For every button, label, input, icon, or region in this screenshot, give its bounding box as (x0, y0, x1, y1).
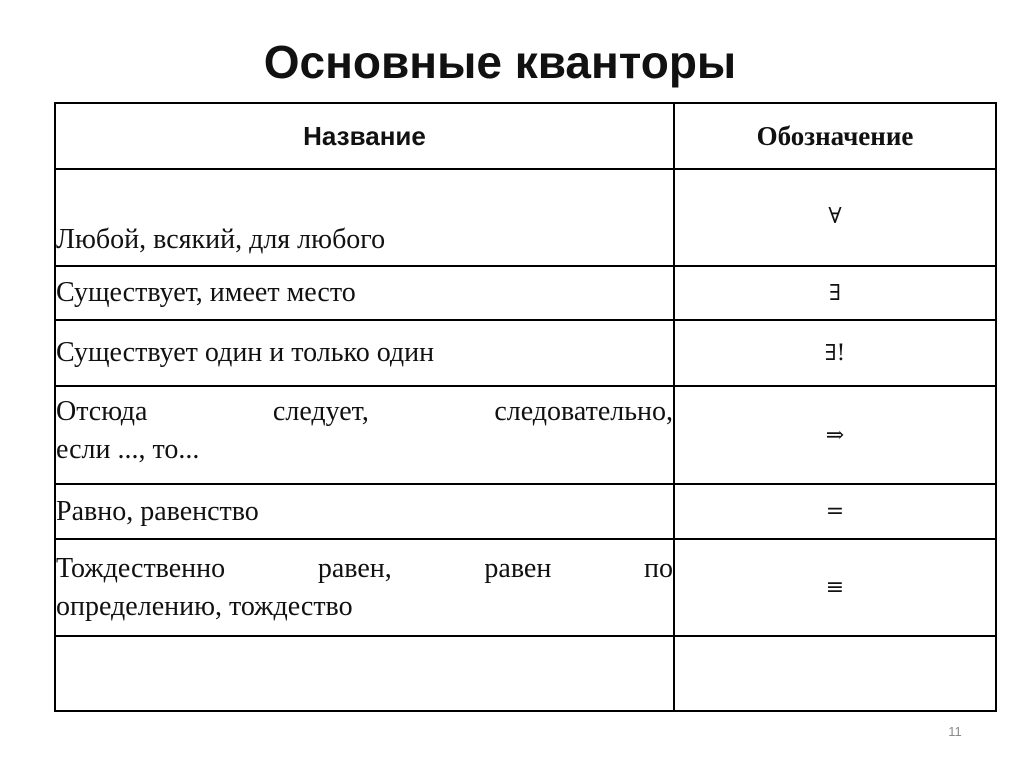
quantifier-symbol: = (674, 484, 996, 539)
quantifier-name-line: определению, тождество (56, 591, 353, 622)
name-word: следовательно, (494, 396, 673, 427)
quantifier-symbol: ≡ (674, 539, 996, 636)
quantifier-name-line: если ..., то... (56, 434, 200, 465)
quantifier-name (55, 636, 674, 711)
table-row (55, 266, 996, 320)
quantifier-name (55, 386, 674, 484)
quantifier-name-line (56, 550, 673, 588)
table-header-row (55, 103, 996, 169)
table-row (55, 636, 996, 711)
name-word: следует, (272, 396, 369, 427)
quantifiers-table (54, 102, 997, 712)
name-word: Отсюда (56, 396, 148, 427)
table-row (55, 386, 996, 484)
quantifier-symbol: ∃ (674, 266, 996, 320)
column-header-symbol: Обозначение (674, 103, 996, 169)
quantifier-symbol: ∃! (674, 320, 996, 386)
quantifier-name (55, 539, 674, 636)
table-row (55, 320, 996, 386)
slide-title: Основные кванторы (263, 36, 737, 88)
quantifier-name: Равно, равенство (55, 484, 674, 539)
name-word: Тождественно (56, 553, 226, 584)
name-word: равен, (317, 553, 392, 584)
quantifier-name: Существует один и только один (55, 320, 674, 386)
name-word: равен (484, 553, 552, 584)
table-row (55, 169, 996, 266)
quantifier-name: Любой, всякий, для любого (55, 169, 674, 266)
quantifier-symbol (674, 636, 996, 711)
quantifier-name-line (56, 393, 673, 431)
quantifier-name: Существует, имеет место (55, 266, 674, 320)
table-row (55, 484, 996, 539)
table-row (55, 539, 996, 636)
quantifier-symbol: ⇒ (674, 386, 996, 484)
page-number: 11 (948, 724, 962, 739)
name-word: по (644, 553, 673, 584)
quantifier-symbol: ∀ (674, 169, 996, 266)
column-header-name: Название (55, 103, 674, 169)
